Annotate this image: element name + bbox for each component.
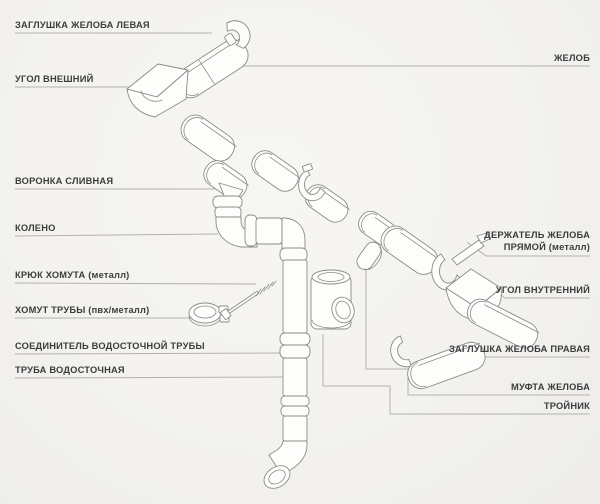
label-corner-inner: УГОЛ ВНУТРЕННИЙ: [495, 285, 590, 295]
label-clamp-hook: КРЮК ХОМУТА (металл): [15, 270, 130, 280]
clamp-hook-screw-drawing: [220, 281, 276, 320]
label-gutter: ЖЕЛОБ: [553, 53, 590, 63]
label-gutter-coupling: МУФТА ЖЕЛОБА: [511, 382, 590, 392]
label-corner-outer: УГОЛ ВНЕШНИЙ: [15, 74, 94, 84]
label-gutter-holder: [484, 230, 590, 253]
label-funnel: ВОРОНКА СЛИВНАЯ: [15, 176, 114, 186]
corner-outer-drawing: [127, 64, 188, 117]
elbow-drawing: [213, 196, 307, 261]
gutter-cap-right-drawing: [386, 336, 411, 371]
label-downpipe: ТРУБА ВОДОСТОЧНАЯ: [15, 365, 125, 375]
label-tee: ТРОЙНИК: [543, 401, 590, 411]
downpipe-drawing: [260, 260, 310, 493]
label-pipe-connector: СОЕДИНИТЕЛЬ ВОДОСТОЧНОЙ ТРУБЫ: [15, 341, 205, 351]
label-gutter-holder-line1: ДЕРЖАТЕЛЬ ЖЕЛОБА: [484, 230, 590, 240]
label-gutter-cap-left: ЗАГЛУШКА ЖЕЛОБА ЛЕВАЯ: [15, 20, 150, 30]
label-gutter-holder-line2: ПРЯМОЙ (металл): [503, 241, 590, 252]
pipe-connector-drawing: [280, 333, 310, 358]
label-gutter-cap-right: ЗАГЛУШКА ЖЕЛОБА ПРАВАЯ: [448, 344, 590, 354]
gutter-holder-small-drawing: [299, 163, 325, 200]
label-elbow: КОЛЕНО: [15, 223, 56, 233]
label-pipe-clamp: ХОМУТ ТРУБЫ (пвх/металл): [15, 305, 150, 315]
tee-drawing: [311, 270, 357, 329]
